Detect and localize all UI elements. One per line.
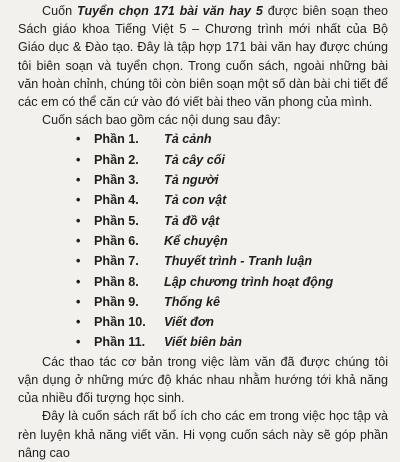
part-topic: Tả cây cối xyxy=(164,152,225,167)
part-topic: Viết đơn xyxy=(164,315,214,330)
list-item xyxy=(18,231,388,251)
intro-prefix: Cuốn xyxy=(42,4,77,18)
list-item xyxy=(18,251,388,271)
bullet-icon: • xyxy=(76,315,81,330)
bullet-icon: • xyxy=(76,274,81,289)
part-label: Phần 6. xyxy=(94,233,139,248)
bullet-icon: • xyxy=(76,335,81,350)
part-topic: Lập chương trình hoạt động xyxy=(164,274,334,289)
bullet-icon: • xyxy=(76,132,81,147)
bullet-icon: • xyxy=(76,152,81,167)
part-topic: Tả người xyxy=(164,173,219,188)
part-topic: Kể chuyện xyxy=(164,233,228,248)
book-title: Tuyển chọn 171 bài văn hay 5 xyxy=(77,4,263,18)
part-label: Phần 7. xyxy=(94,254,139,269)
part-topic: Tả con vật xyxy=(164,193,227,208)
list-item xyxy=(18,170,388,190)
part-label: Phần 1. xyxy=(94,132,139,147)
bullet-icon: • xyxy=(76,233,81,248)
bullet-icon: • xyxy=(76,213,81,228)
paragraph-2: Các thao tác cơ bản trong việc làm văn đã được chúng tôi vận dụng ở những mức độ khác nhau nhằm hướng tới khả năng của nhiều đối tượng học sinh. xyxy=(18,354,388,406)
part-label: Phần 9. xyxy=(94,294,139,309)
part-label: Phần 2. xyxy=(94,152,139,167)
part-topic: Tả cảnh xyxy=(164,132,212,147)
intro-paragraph xyxy=(18,2,388,111)
part-topic: Thuyết trình - Tranh luận xyxy=(164,254,313,269)
part-label: Phần 8. xyxy=(94,274,139,289)
list-item xyxy=(18,332,388,352)
part-topic: Thống kê xyxy=(164,294,220,309)
bullet-icon: • xyxy=(76,173,81,188)
list-item xyxy=(18,292,388,312)
intro-rest: được biên soạn theo Sách giáo khoa Tiếng Việt 5 – Chương trình mới nhất của Bộ Giáo dục & Đào tạo. Đây là tập hợp 171 bài văn hay được chúng tôi biên soạn và tuyển chọn. Trong cuốn sách, ngoài những bài văn hoàn chỉnh, chúng tôi còn biên soạn một số dàn bài chi tiết để các em có thể căn cứ vào đó viết bài theo văn phong của mình. xyxy=(18,4,388,110)
list-item xyxy=(18,312,388,332)
bullet-icon: • xyxy=(76,193,81,208)
list-item xyxy=(18,150,388,170)
parts-list xyxy=(18,129,388,352)
list-item xyxy=(18,190,388,210)
part-topic: Tả đồ vật xyxy=(164,213,220,228)
part-label: Phần 3. xyxy=(94,173,139,188)
contents-intro: Cuốn sách bao gồm các nội dung sau đây: xyxy=(42,113,281,128)
list-item xyxy=(18,129,388,149)
part-label: Phần 10. xyxy=(94,315,146,330)
part-label: Phần 4. xyxy=(94,193,139,208)
list-item xyxy=(18,211,388,231)
part-label: Phần 5. xyxy=(94,213,139,228)
part-label: Phần 11. xyxy=(94,335,146,350)
bullet-icon: • xyxy=(76,254,81,269)
list-item xyxy=(18,272,388,292)
part-topic: Viết biên bản xyxy=(164,335,242,350)
paragraph-3: Đây là cuốn sách rất bổ ích cho các em trong việc học tập và rèn luyện khả năng viết văn. Hi vọng cuốn sách này sẽ góp phần nâng cao xyxy=(18,409,388,460)
bullet-icon: • xyxy=(76,294,81,309)
